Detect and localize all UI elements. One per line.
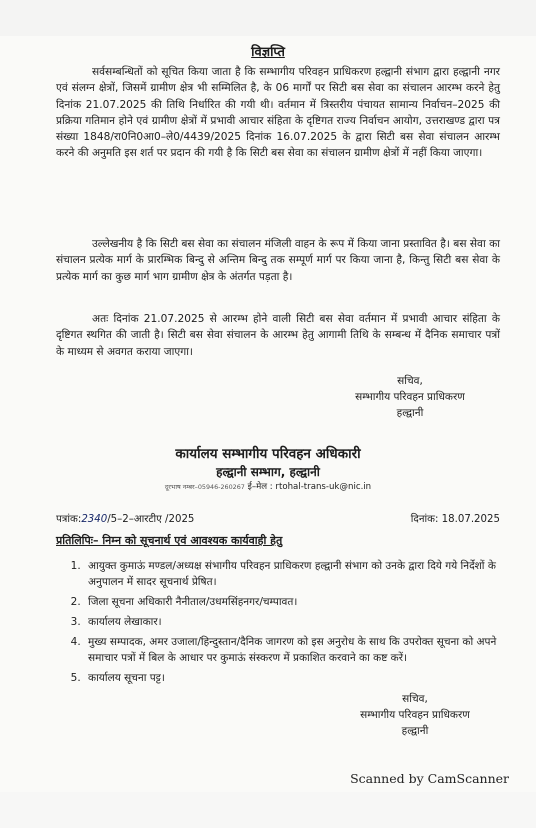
letter-date-value: 18.07.2025 bbox=[441, 514, 500, 525]
copy-item-2: 2. जिला सूचना अधिकारी नैनीताल/उधमसिंहनगर/चम्पावत। bbox=[84, 594, 524, 610]
document-page bbox=[0, 36, 536, 792]
scan-top-margin bbox=[0, 0, 536, 36]
office-contact bbox=[0, 480, 536, 492]
letter-number-prefix: पत्रांक: bbox=[56, 514, 82, 525]
copy-heading: प्रतिलिपिः– निम्न को सूचनार्थ एवं आवश्यक कार्यवाही हेतु bbox=[56, 534, 283, 547]
copy-list bbox=[56, 558, 524, 690]
signature-place: हल्द्वानी bbox=[396, 407, 424, 419]
office-email: ई–मेल : rtohal-trans-uk@nic.in bbox=[247, 482, 372, 492]
office-subtitle: हल्द्वानी सम्भाग, हल्द्वानी bbox=[216, 465, 320, 479]
notice-paragraph-2: उल्लेखनीय है कि सिटी बस सेवा का संचालन मंजिली वाहन के रूप में किया जाना प्रस्तावित है। बस सेवा का संचालन प्रत्येक मार्ग के प्रारम्भिक बिन्दु से अन्तिम बिन्दु तक सम्पूर्ण मार्ग पर किया जाना है, किन्तु सिटी बस सेवा के प्रत्येक मार्ग का कुछ मार्ग भाग ग्रामीण क्षेत्र के अंतर्गत पड़ता है। bbox=[56, 238, 500, 283]
reference-row bbox=[56, 511, 500, 525]
notice-paragraph-1: सर्वसम्बन्धितों को सूचित किया जाता है कि सम्भागीय परिवहन प्राधिकरण हल्द्वानी संभाग द्वारा हल्द्वानी नगर एवं संलग्न क्षेत्रों, जिसमें ग्रामीण क्षेत्र भी सम्मिलित है, के 06 मार्गों पर सिटी बस सेवा का संचालन आरम्भ करने हेतु दिनांक 21.07.2025 की तिथि निर्धारित की गयी थी। वर्तमान में त्रिस्तरीय पंचायत सामान्य निर्वाचन–2025 की प्रक्रिया गतिमान होने एवं ग्रामीण क्षेत्रों में प्रभावी आचार संहिता के दृष्टिगत राज्य निर्वाचन आयोग, उत्तराखण्ड द्वारा पत्र संख्या 1848/रा0नि0आ0–ले0/4439/2025 दिनांक 16.07.2025 के द्वारा सिटी बस सेवा संचालन आरम्भ करने की अनुमति इस शर्त पर प्रदान की गयी है कि सिटी बस सेवा का संचालन ग्रामीण क्षेत्रों में नहीं किया जाएगा। bbox=[56, 66, 500, 160]
copy-item-3: 3. कार्यालय लेखाकार। bbox=[84, 614, 524, 630]
copy-signature-authority: सम्भागीय परिवहन प्राधिकरण bbox=[360, 709, 470, 721]
copy-item-4: 4. मुख्य सम्पादक, अमर उजाला/हिन्दुस्तान/दैनिक जागरण को इस अनुरोध के साथ कि उपरोक्त सूचना को अपने समाचार पत्रों में बिल के आधार पर कुमाऊं संस्करण में प्रकाशित करवाने का कष्ट करें। bbox=[84, 634, 524, 666]
office-name: कार्यालय सम्भागीय परिवहन अधिकारी bbox=[175, 446, 361, 462]
notice-title: विज्ञप्ति bbox=[251, 45, 285, 60]
signature-title: सचिव, bbox=[397, 375, 423, 387]
copy-signature-block bbox=[340, 691, 490, 739]
copy-signature-title: सचिव, bbox=[402, 693, 428, 705]
signature-authority: सम्भागीय परिवहन प्राधिकरण bbox=[355, 391, 465, 403]
letter-number-handwritten: 2340 bbox=[81, 514, 108, 525]
letter-date bbox=[411, 511, 500, 525]
copy-signature-place: हल्द्वानी bbox=[401, 725, 429, 737]
copy-item-1: 1. आयुक्त कुमाऊं मण्डल/अध्यक्ष संभागीय परिवहन प्राधिकरण हल्द्वानी संभाग को उनके द्वारा दिये गये निर्देशों के अनुपालन में सादर सूचनार्थ प्रेषित। bbox=[84, 558, 524, 590]
camscanner-watermark: Scanned by CamScanner bbox=[350, 771, 509, 786]
copy-item-5: 5. कार्यालय सूचना पट्ट। bbox=[84, 670, 524, 686]
notice-signature-block bbox=[330, 373, 490, 421]
letter-number-suffix: /5–2–आरटीए /2025 bbox=[107, 514, 195, 525]
office-phone: दूरभाष नम्बर–05946-260267 bbox=[164, 483, 245, 491]
notice-paragraph-3: अतः दिनांक 21.07.2025 से आरम्भ होने वाली सिटी बस सेवा वर्तमान में प्रभावी आचार संहिता के दृष्टिगत स्थगित की जाती है। सिटी बस सेवा संचालन के आरम्भ हेतु आगामी तिथि के सम्बन्ध में दैनिक समाचार पत्रों के माध्यम से अवगत कराया जाएगा। bbox=[56, 313, 500, 358]
letter-date-label: दिनांक: bbox=[410, 514, 439, 525]
scan-bottom-margin bbox=[0, 792, 536, 828]
